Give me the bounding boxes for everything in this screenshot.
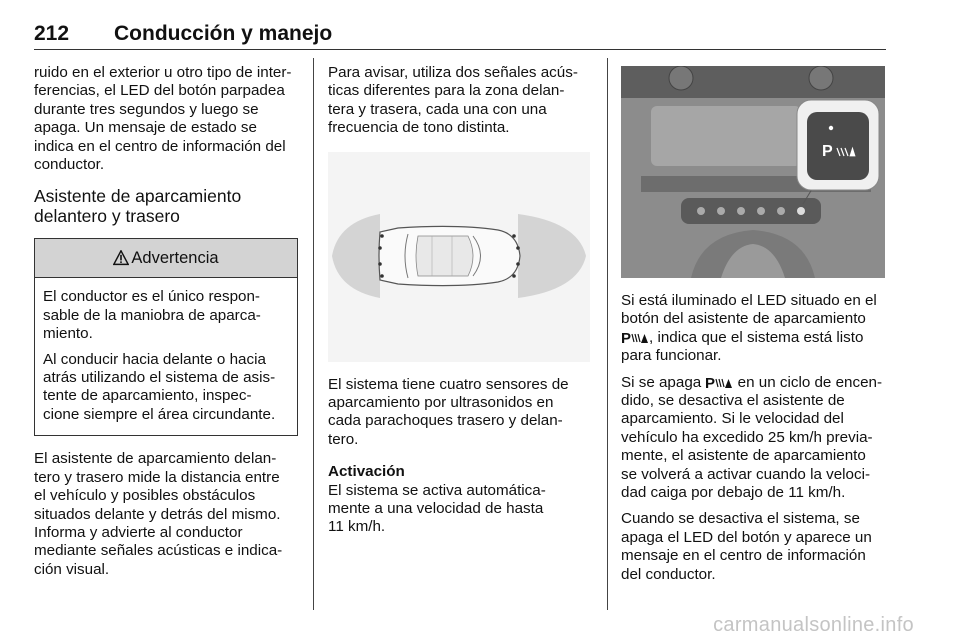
intro-paragraph — [34, 64, 300, 174]
text-line: Informa y advierte al conductor — [34, 523, 243, 541]
warning-body — [35, 278, 297, 435]
console-button-illustration — [621, 66, 885, 278]
text-fragment: en un ciclo de encen- — [733, 373, 883, 391]
text-line: para funcionar. — [621, 347, 722, 365]
sensor-dot — [378, 246, 382, 250]
svg-text:P: P — [705, 374, 716, 390]
parking-assist-icon — [705, 374, 733, 390]
text-line: Para avisar, utiliza dos señales acús- — [328, 64, 578, 81]
text-line: El sistema se activa automática- — [328, 481, 546, 499]
car-top-view-icon — [379, 226, 520, 285]
text-line: frecuencia de tono distinta. — [328, 119, 510, 137]
page-header — [34, 22, 886, 52]
text-line: apaga. Un mensaje de estado se — [34, 119, 257, 137]
text-line: sable de la maniobra de aparca- — [43, 306, 261, 324]
warning-paragraph — [43, 351, 289, 425]
text-line: tero y trasero mide la distancia entre — [34, 468, 280, 486]
text-line — [621, 329, 887, 347]
text-line: apaga el LED del botón y aparece un — [621, 528, 872, 546]
text-line: Al conducir hacia delante o hacia — [43, 350, 266, 368]
text-line: aparcamiento. Si le velocidad del — [621, 410, 844, 428]
sensor-paragraph — [328, 376, 594, 450]
text-line: El conductor es el único respon- — [43, 288, 260, 306]
text-line: mente a una velocidad de hasta — [328, 500, 544, 518]
body-paragraph — [34, 450, 300, 579]
text-line: del conductor. — [621, 565, 716, 583]
text-line: tero. — [328, 430, 359, 448]
text-line: dad caiga por debajo de 11 km/h. — [621, 484, 846, 502]
text-line: 11 km/h. — [328, 518, 386, 536]
column-divider — [607, 58, 608, 610]
text-line: botón del asistente de aparcamiento — [621, 310, 866, 328]
heading-line: delantero y trasero — [34, 206, 180, 227]
warning-triangle-icon — [113, 250, 129, 266]
column-3 — [621, 64, 887, 592]
text-line: ruido en el exterior u otro tipo de inter- — [34, 64, 292, 81]
sensor-dot — [516, 262, 520, 266]
heading-line: Asistente de aparcamiento — [34, 186, 242, 207]
text-line: ticas diferentes para la zona delan- — [328, 82, 565, 100]
text-line: tente de aparcamiento, inspec- — [43, 387, 252, 405]
warning-title: Advertencia — [131, 249, 219, 268]
warning-box — [34, 238, 298, 436]
text-line: tera y trasera, cada una con una — [328, 100, 547, 118]
text-fragment: Si se apaga — [621, 373, 706, 391]
header-rule — [34, 49, 886, 50]
text-line: miento. — [43, 325, 93, 343]
text-line: conductor. — [34, 156, 105, 174]
text-line: ferencias, el LED del botón parpadea — [34, 82, 285, 100]
car-sensor-illustration — [328, 152, 590, 362]
column-1 — [34, 64, 300, 587]
text-line: vehículo ha excedido 25 km/h previa- — [621, 428, 873, 446]
text-line: cada parachoques trasero y delan- — [328, 412, 563, 430]
text-line: Si está iluminado el LED situado en el — [621, 292, 877, 309]
sensor-dot — [380, 274, 384, 278]
sensor-dot — [516, 246, 520, 250]
text-line: mente, el asistente de aparcamiento — [621, 447, 866, 465]
text-line: Cuando se desactiva el sistema, se — [621, 510, 860, 528]
svg-text:P: P — [621, 329, 632, 345]
parking-assist-button — [807, 112, 869, 180]
page-number: 212 — [34, 22, 70, 45]
text-line: el vehículo y posibles obstáculos — [34, 487, 256, 505]
sensor-dot — [378, 262, 382, 266]
text-line: El sistema tiene cuatro sensores de — [328, 375, 569, 393]
intro-paragraph — [328, 64, 594, 138]
text-line: mediante señales acústicas e indica- — [34, 542, 283, 560]
sensor-dot — [512, 274, 516, 278]
text-line: aparcamiento por ultrasonidos en — [328, 394, 554, 412]
activation-paragraph — [328, 463, 594, 537]
watermark: carmanualsonline.info — [713, 614, 914, 636]
text-line: mensaje en el centro de información — [621, 547, 866, 565]
text-fragment: , indica que el sistema está listo — [649, 328, 864, 346]
column-divider — [313, 58, 314, 610]
text-line: atrás utilizando el sistema de asis- — [43, 369, 276, 387]
text-line: se volverá a activar cuando la veloci- — [621, 465, 871, 483]
text-line: El asistente de aparcamiento delan- — [34, 450, 277, 468]
warning-header — [35, 239, 297, 278]
deactivation-paragraph — [621, 374, 887, 503]
text-line: situados delante y detrás del mismo. — [34, 505, 281, 523]
parking-assist-icon — [621, 329, 649, 345]
activation-heading: Activación — [328, 463, 405, 481]
chapter-title: Conducción y manejo — [114, 22, 333, 45]
off-paragraph — [621, 510, 887, 584]
button-label: P — [822, 143, 833, 160]
led-paragraph — [621, 292, 887, 366]
text-line — [621, 374, 887, 392]
sensor-dot — [380, 234, 384, 238]
text-line: ción visual. — [34, 560, 110, 578]
text-line: durante tres segundos y luego se — [34, 100, 259, 118]
sensor-dot — [512, 234, 516, 238]
section-heading — [34, 186, 300, 226]
text-line: indica en el centro de información del — [34, 137, 286, 155]
warning-paragraph — [43, 288, 289, 343]
column-2 — [328, 64, 594, 545]
text-line: dido, se desactiva el asistente de — [621, 392, 845, 410]
text-line: cione siempre el área circundante. — [43, 405, 276, 423]
